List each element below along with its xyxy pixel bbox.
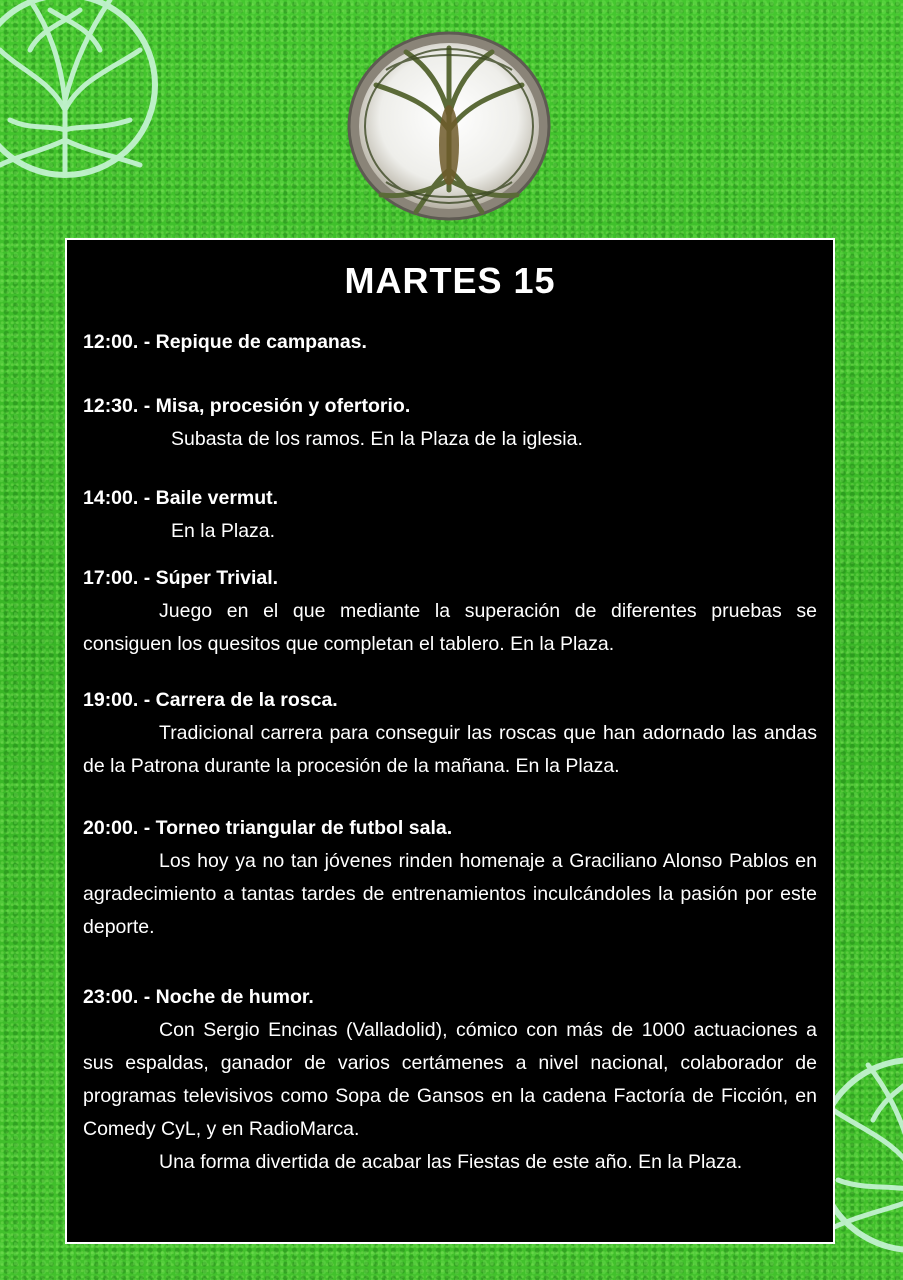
event-description: En la Plaza. xyxy=(171,520,276,542)
event-description: Subasta de los ramos. En la Plaza de la iglesia. xyxy=(171,428,583,450)
event-heading: 14:00. - Baile vermut. xyxy=(83,487,279,509)
tree-of-life-emblem xyxy=(346,30,552,222)
event-description: Una forma divertida de acabar las Fiestas de este año. En la Plaza. xyxy=(159,1151,743,1173)
schedule-panel xyxy=(65,238,835,1244)
event-description: Los hoy ya no tan jóvenes rinden homenaje a Graciliano Alonso Pablos en agradecimiento a tantas tardes de entrenamientos inculcándoles la pasión por este deporte. xyxy=(83,850,817,938)
celtic-tree-decoration xyxy=(0,0,180,190)
event-description: Con Sergio Encinas (Valladolid), cómico con más de 1000 actuaciones a sus espaldas, ganador de varios certámenes a nivel nacional, colaborador de programas televisivos como Sopa de Gansos en la cadena Factoría de Ficción, en Comedy CyL, y en RadioMarca. xyxy=(83,1019,817,1140)
event-description: Juego en el que mediante la superación de diferentes pruebas se consiguen los quesitos que completan el tablero. En la Plaza. xyxy=(83,600,817,655)
event-item xyxy=(83,562,817,661)
event-heading: 19:00. - Carrera de la rosca. xyxy=(83,689,338,711)
event-item xyxy=(83,326,817,359)
event-item xyxy=(83,684,817,783)
event-heading: 17:00. - Súper Trivial. xyxy=(83,567,279,589)
event-heading: 23:00. - Noche de humor. xyxy=(83,986,314,1008)
event-item xyxy=(83,482,817,548)
event-description: Tradicional carrera para conseguir las roscas que han adornado las andas de la Patrona durante la procesión de la mañana. En la Plaza. xyxy=(83,722,817,777)
event-item xyxy=(83,812,817,944)
event-heading: 12:30. - Misa, procesión y ofertorio. xyxy=(83,395,411,417)
event-heading: 20:00. - Torneo triangular de futbol sala. xyxy=(83,817,453,839)
event-item xyxy=(83,390,817,456)
day-title: MARTES 15 xyxy=(344,260,556,301)
event-heading: 12:00. - Repique de campanas. xyxy=(83,331,367,353)
event-item xyxy=(83,981,817,1179)
